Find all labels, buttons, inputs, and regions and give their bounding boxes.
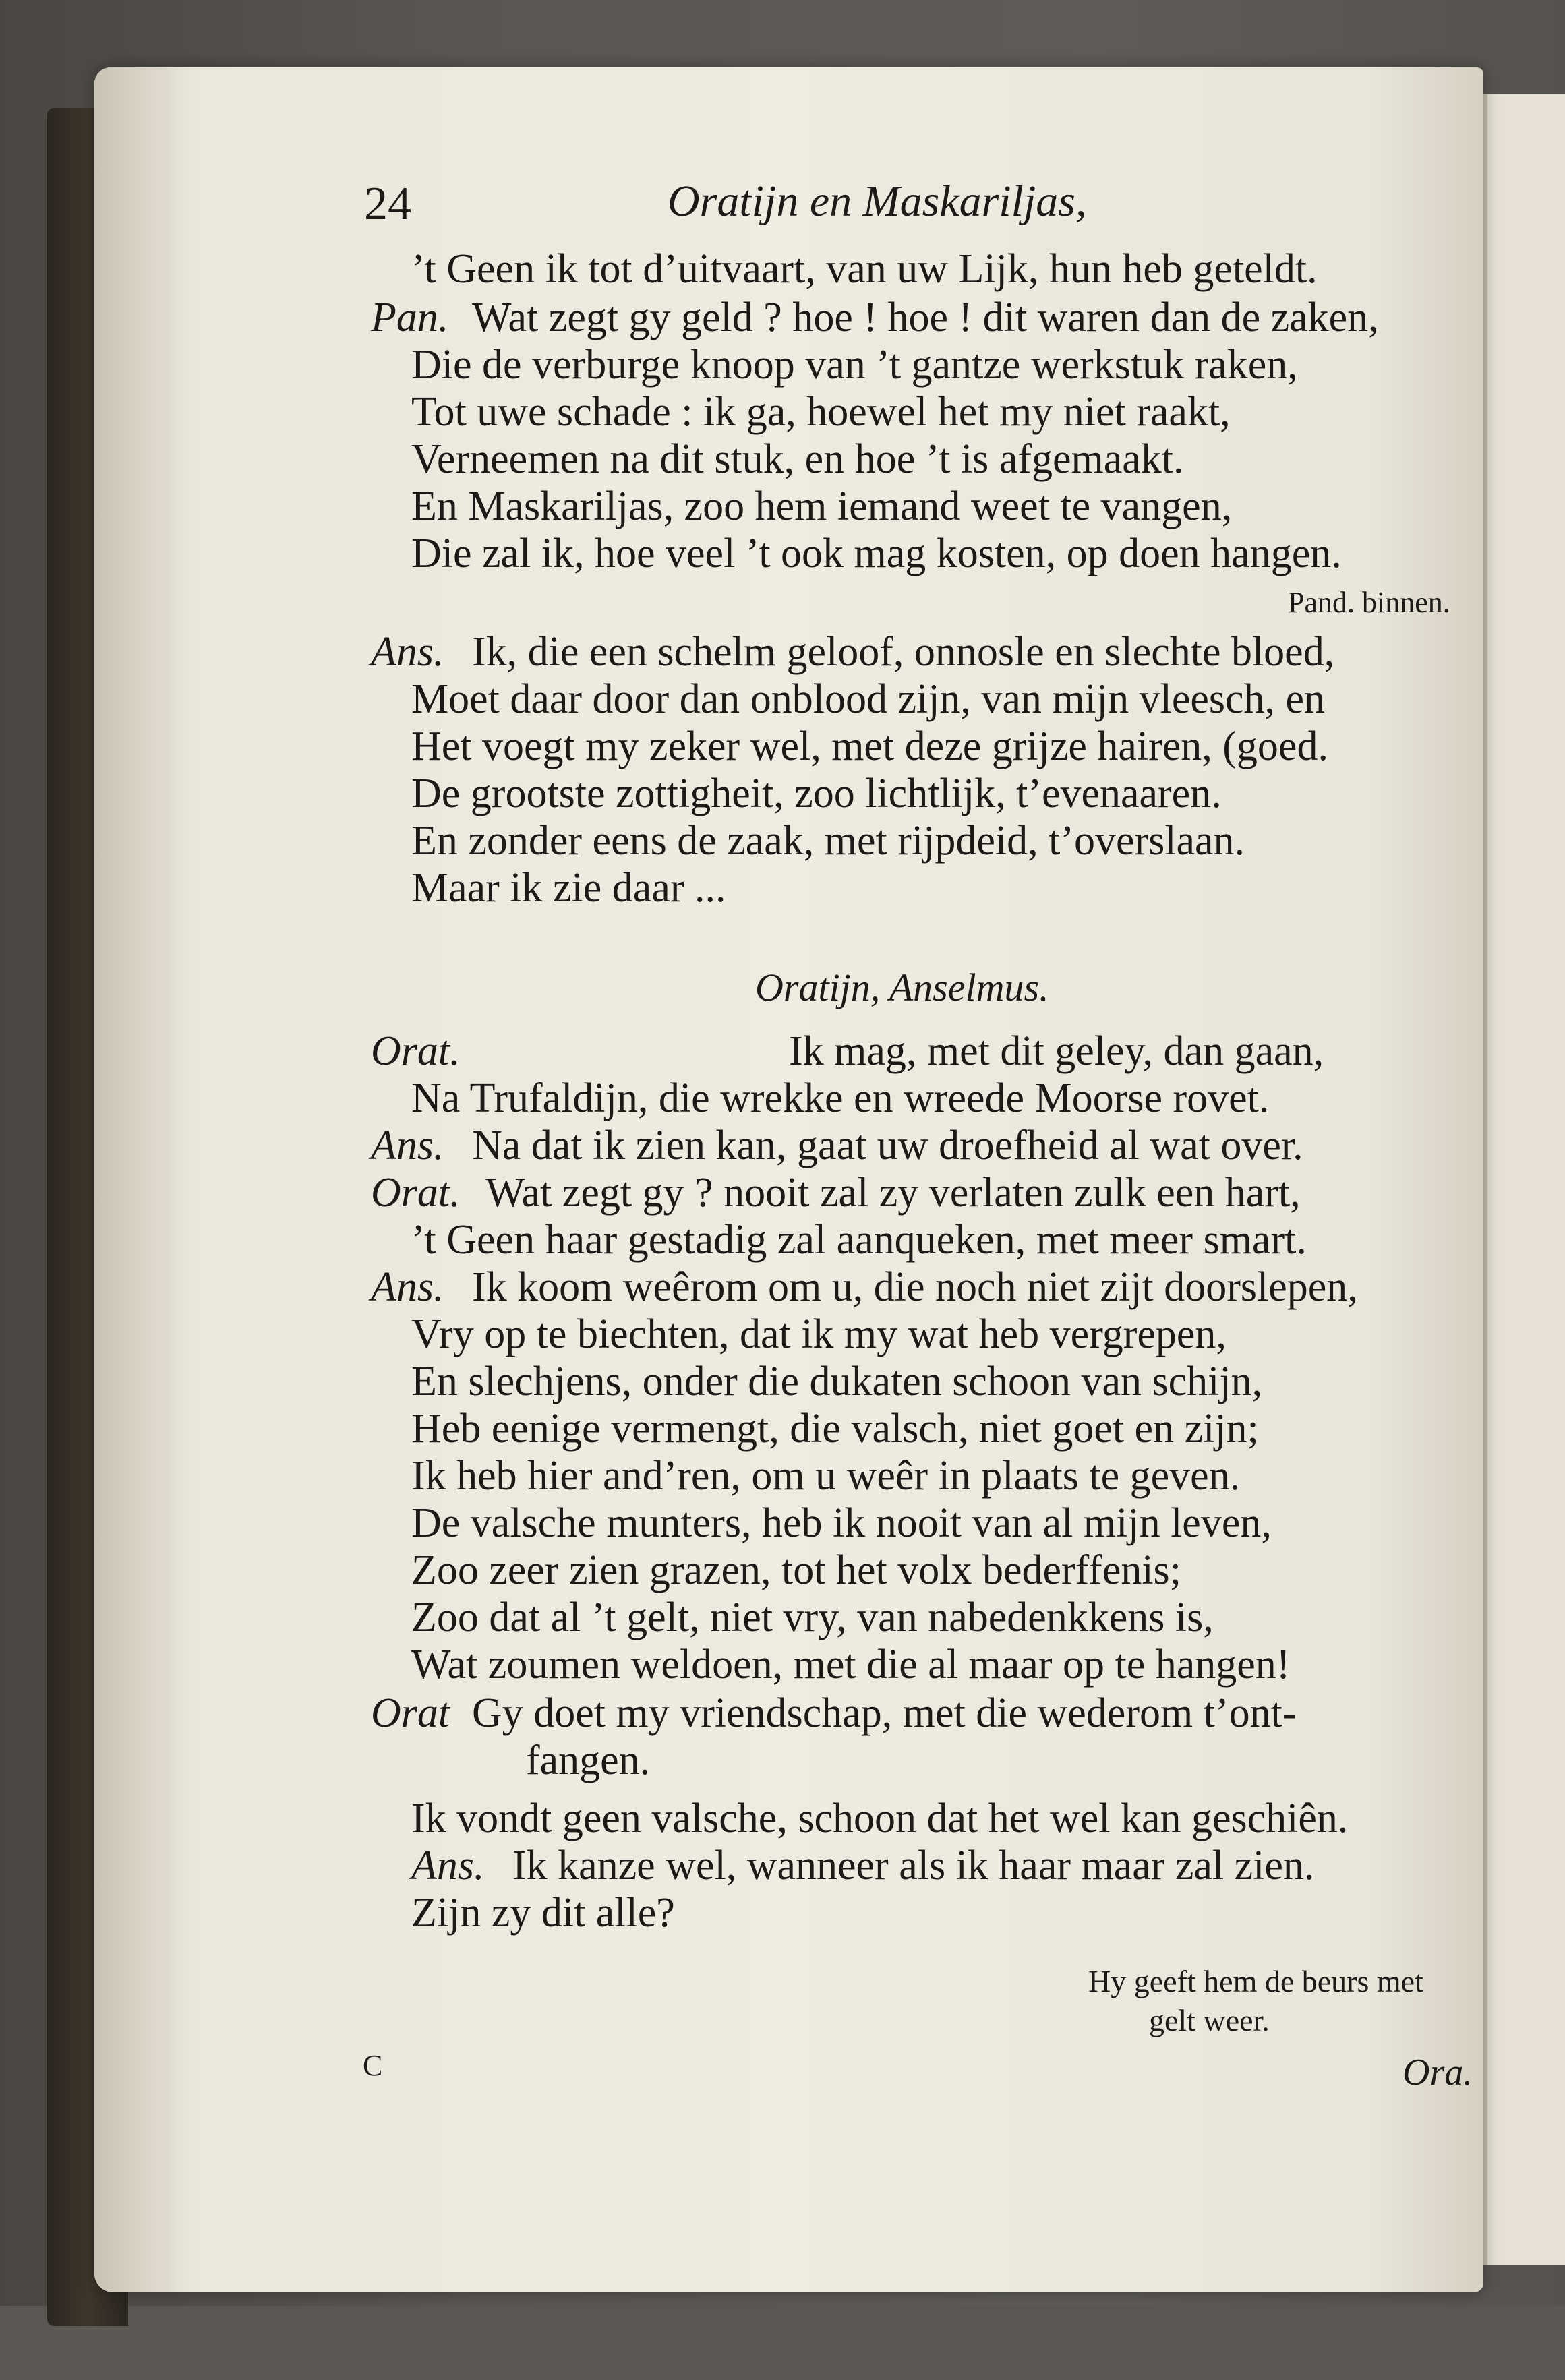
verse-line: Die de verburge knoop van ’t gantze werkstuk raken, [411,342,1298,388]
verse-line: Vry op te biechten, dat ik my wat heb vergrepen, [411,1311,1227,1357]
speaker-label: Pan. [371,295,449,340]
verse-line: Ik mag, met dit geley, dan gaan, [789,1028,1324,1074]
verse-line: Die zal ik, hoe veel ’t ook mag kosten, op doen hangen. [411,531,1342,576]
book-page [94,67,1483,2292]
speaker-label: Ans. [411,1843,485,1888]
verse-line: Moet daar door dan onblood zijn, van mijn vleesch, en [411,676,1326,722]
page-gutter-shadow [94,67,196,2292]
verse-line: Gy doet my vriendschap, met die wederom t’ont- [472,1690,1297,1736]
verse-line: En slechjens, onder die dukaten schoon van schijn, [411,1359,1263,1404]
verse-line: Ik kanze wel, wanneer als ik haar maar zal zien. [512,1843,1315,1888]
verse-line: Na dat ik zien kan, gaat uw droefheid al wat over. [472,1123,1303,1168]
verse-line: En Maskariljas, zoo hem iemand weet te vangen, [411,483,1233,529]
verse-line: Zoo dat al ’t gelt, niet vry, van nabedenkkens is, [411,1595,1214,1640]
running-title: Oratijn en Maskariljas, [668,177,1087,226]
speaker-label: Orat. [371,1170,461,1216]
page-number: 24 [364,178,411,230]
verse-line: De valsche munters, heb ik nooit van al mijn leven, [411,1500,1272,1546]
verse-line: ’t Geen ik tot d’uitvaart, van uw Lijk, hun heb geteldt. [411,246,1318,292]
speaker-label: Ans. [371,1123,444,1168]
stage-direction: Pand. binnen. [1288,586,1450,619]
speaker-label: Ans. [371,629,444,675]
verse-line: Het voegt my zeker wel, met deze grijze hairen, (goed. [411,723,1328,769]
speaker-label: Ans. [371,1264,444,1310]
verse-line: Zijn zy dit alle? [411,1890,675,1936]
speaker-label: Orat. [371,1028,461,1074]
verse-line: fangen. [526,1737,651,1783]
stage-direction: Hy geeft hem de beurs met [1088,1964,1423,1998]
verse-line: Tot uwe schade : ik ga, hoewel het my niet raakt, [411,389,1231,435]
verse-line: De grootste zottigheit, zoo lichtlijk, t’evenaaren. [411,771,1222,816]
signature-mark: C [363,2049,383,2082]
verse-line: Na Trufaldijn, die wrekke en wreede Moorse rovet. [411,1075,1270,1121]
verse-line: Ik heb hier and’ren, om u weêr in plaats te geven. [411,1453,1241,1499]
facing-page-edge [1483,94,1565,2265]
verse-line: Wat zegt gy ? nooit zal zy verlaten zulk een hart, [485,1170,1301,1216]
verse-line: Ik koom weêrom om u, die noch niet zijt doorslepen, [472,1264,1358,1310]
verse-line: Ik vondt geen valsche, schoon dat het wel kan geschiên. [411,1795,1349,1841]
verse-line: Zoo zeer zien grazen, tot het volx bederffenis; [411,1547,1181,1593]
verse-line: Wat zoumen weldoen, met die al maar op te hangen! [411,1642,1291,1688]
verse-line: Maar ik zie daar ... [411,865,726,911]
background-cloth [0,2306,1565,2380]
speaker-label: Orat [371,1690,450,1736]
verse-line: ’t Geen haar gestadig zal aanqueken, met meer smart. [411,1217,1307,1263]
scene-heading: Oratijn, Anselmus. [755,965,1049,1009]
verse-line: Verneemen na dit stuk, en hoe ’t is afgemaakt. [411,436,1184,482]
verse-line: Wat zegt gy geld ? hoe ! hoe ! dit waren dan de zaken, [472,295,1379,340]
verse-line: Heb eenige vermengt, die valsch, niet goet en zijn; [411,1406,1259,1452]
verse-line: En zonder eens de zaak, met rijpdeid, t’overslaan. [411,818,1245,864]
stage-direction: gelt weer. [1149,2003,1270,2037]
catchword: Ora. [1402,2052,1473,2093]
verse-line: Ik, die een schelm geloof, onnosle en slechte bloed, [472,629,1335,675]
